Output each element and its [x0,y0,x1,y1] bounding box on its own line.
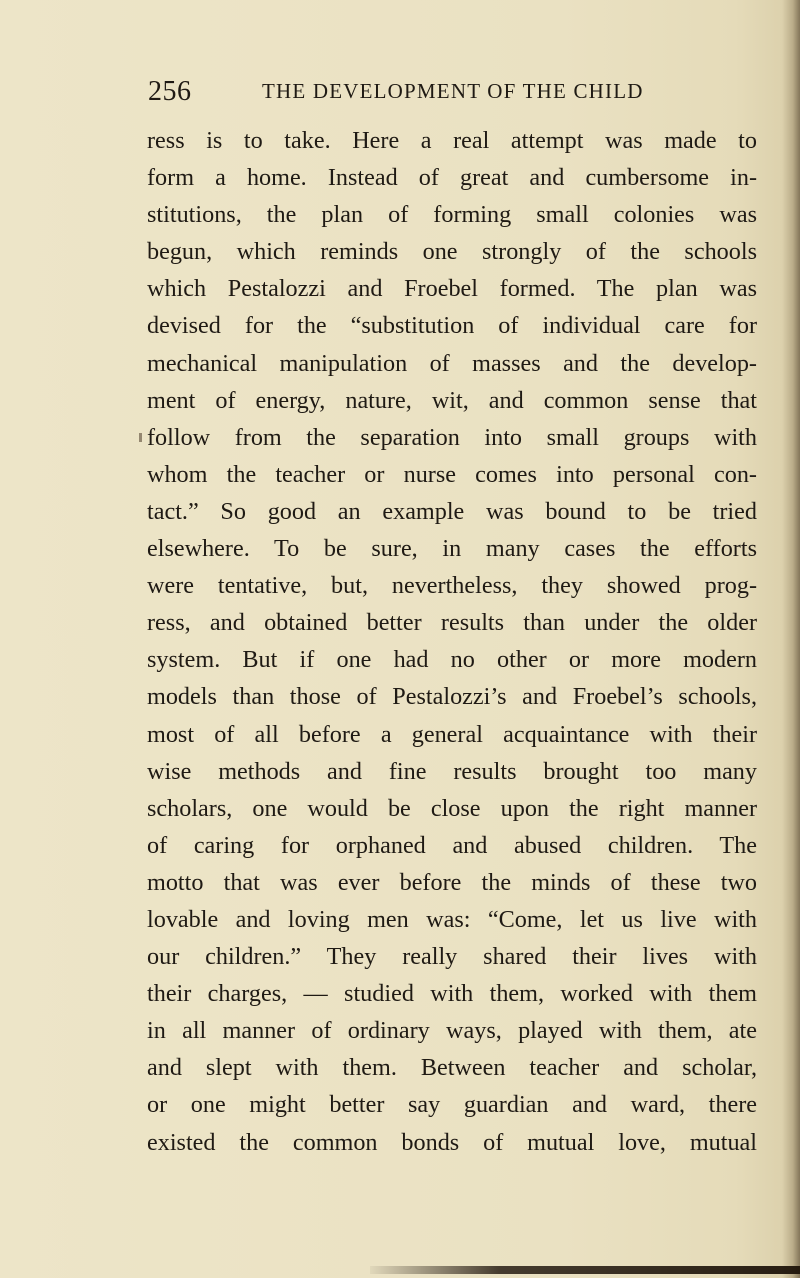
text-line: models than those of Pestalozzi’s and Froebel’s schools, [147,683,757,711]
text-line: begun, which reminds one strongly of the schools [147,238,757,266]
text-line: form a home. Instead of great and cumbersome in- [147,164,757,192]
text-line: wise methods and fine results brought too many [147,757,757,785]
text-line: stitutions, the plan of forming small colonies was [147,201,757,229]
print-speck [139,433,142,442]
text-line: ress, and obtained better results than under the older [147,609,757,637]
text-line: elsewhere. To be sure, in many cases the efforts [147,535,757,563]
page-edge-shadow [782,0,800,1278]
page-header [0,74,800,114]
text-line: existed the common bonds of mutual love, mutual [147,1128,757,1156]
text-line: most of all before a general acquaintance with their [147,720,757,748]
page-number: 256 [148,76,192,107]
text-line: ment of energy, nature, wit, and common sense that [147,386,757,414]
text-line: motto that was ever before the minds of these two [147,868,757,896]
body-text [147,122,757,1161]
text-line: system. But if one had no other or more modern [147,646,757,674]
text-line: were tentative, but, nevertheless, they showed prog- [147,572,757,600]
text-line: lovable and loving men was: “Come, let us live with [147,905,757,933]
text-line: or one might better say guardian and ward, there [147,1091,757,1119]
text-line: our children.” They really shared their lives with [147,943,757,971]
text-line: devised for the “substitution of individual care for [147,312,757,340]
text-line: of caring for orphaned and abused children. The [147,831,757,859]
page-bottom-edge [370,1266,800,1274]
text-line: tact.” So good an example was bound to be tried [147,497,757,525]
text-line: ress is to take. Here a real attempt was made to [147,127,757,154]
text-line: whom the teacher or nurse comes into personal con- [147,460,757,488]
text-line: their charges, — studied with them, worked with them [147,980,757,1008]
text-line: in all manner of ordinary ways, played with them, ate [147,1017,757,1045]
text-line: scholars, one would be close upon the right manner [147,794,757,822]
running-title: THE DEVELOPMENT OF THE CHILD [262,79,644,103]
text-line: which Pestalozzi and Froebel formed. The plan was [147,275,757,303]
text-line: mechanical manipulation of masses and the develop- [147,349,757,377]
text-line: and slept with them. Between teacher and scholar, [147,1054,757,1082]
text-line: follow from the separation into small groups with [147,423,757,451]
